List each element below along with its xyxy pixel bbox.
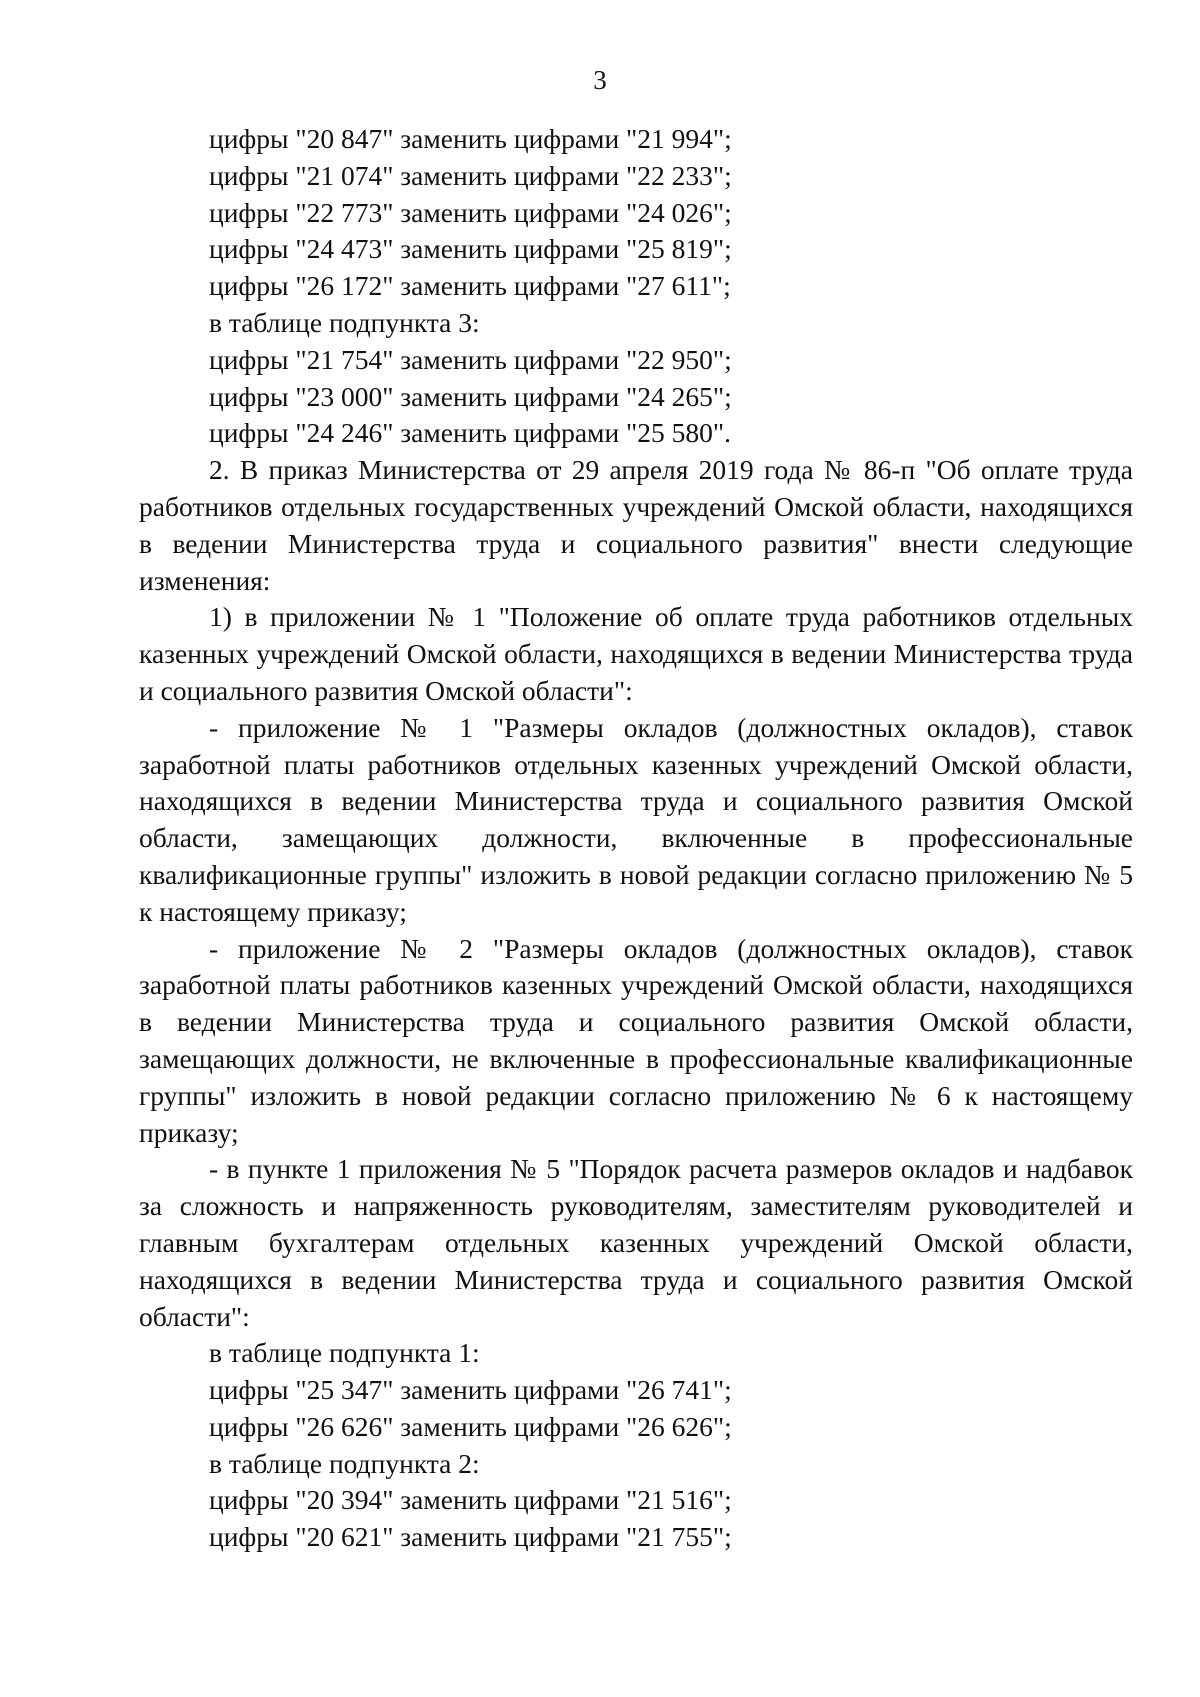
paragraph: - приложение № 2 "Размеры окладов (должностных окладов), ставок заработной платы работников казенных учреждений Омской области, находящихся в ведении Министерства труда и социального развития Омской области, замещающих должности, не включенные в профессиональные квалификационные группы" изложить в новой редакции согласно приложению № 6 к настоящему приказу; [139, 932, 1133, 1148]
page-number: 3 [593, 65, 607, 95]
paragraph: 2. В приказ Министерства от 29 апреля 2019 года № 86-п "Об оплате труда работников отдельных государственных учреждений Омской области, находящихся в ведении Министерства труда и социального развития" внести следующие изменения: [139, 454, 1133, 596]
text-line: цифры "24 473" заменить цифрами "25 819"; [209, 233, 732, 265]
text-line: цифры "20 394" заменить цифрами "21 516"; [209, 1484, 732, 1516]
text-line: цифры "26 172" заменить цифрами "27 611"; [209, 270, 731, 302]
text-line: цифры "20 847" заменить цифрами "21 994"; [209, 123, 732, 154]
paragraph: - приложение № 1 "Размеры окладов (должностных окладов), ставок заработной платы работников отдельных казенных учреждений Омской области, находящихся в ведении Министерства труда и социального развития Омской области, замещающих должности, включенные в профессиональные квалификационные группы" изложить в новой редакции согласно приложению № 5 к настоящему приказу; [139, 711, 1133, 927]
text-line: цифры "24 246" заменить цифрами "25 580". [209, 417, 732, 449]
text-line: цифры "22 773" заменить цифрами "24 026"; [209, 196, 732, 228]
text-line: в таблице подпункта 3: [209, 306, 480, 338]
text-line: цифры "25 347" заменить цифрами "26 741"; [209, 1374, 732, 1406]
text-line: в таблице подпункта 1: [209, 1337, 480, 1369]
text-line: цифры "26 626" заменить цифрами "26 626"; [209, 1410, 732, 1442]
paragraph: - в пункте 1 приложения № 5 "Порядок расчета размеров окладов и надбавок за сложность и напряженность руководителям, заместителям руководителей и главным бухгалтерам отдельных казенных учреждений Омской области, находящихся в ведении Министерства труда и социального развития Омской области": [139, 1153, 1133, 1332]
document-body [139, 121, 1133, 1556]
paragraph: 1) в приложении № 1 "Положение об оплате труда работников отдельных казенных учреждений Омской области, находящихся в ведении Министерства труда и социального развития Омской области": [139, 601, 1133, 706]
text-line: цифры "21 074" заменить цифрами "22 233"; [209, 159, 732, 191]
text-line: цифры "20 621" заменить цифрами "21 755"; [209, 1521, 732, 1553]
text-line: в таблице подпункта 2: [209, 1447, 480, 1479]
text-line: цифры "23 000" заменить цифрами "24 265"; [209, 380, 732, 412]
text-line: цифры "21 754" заменить цифрами "22 950"; [209, 343, 732, 375]
